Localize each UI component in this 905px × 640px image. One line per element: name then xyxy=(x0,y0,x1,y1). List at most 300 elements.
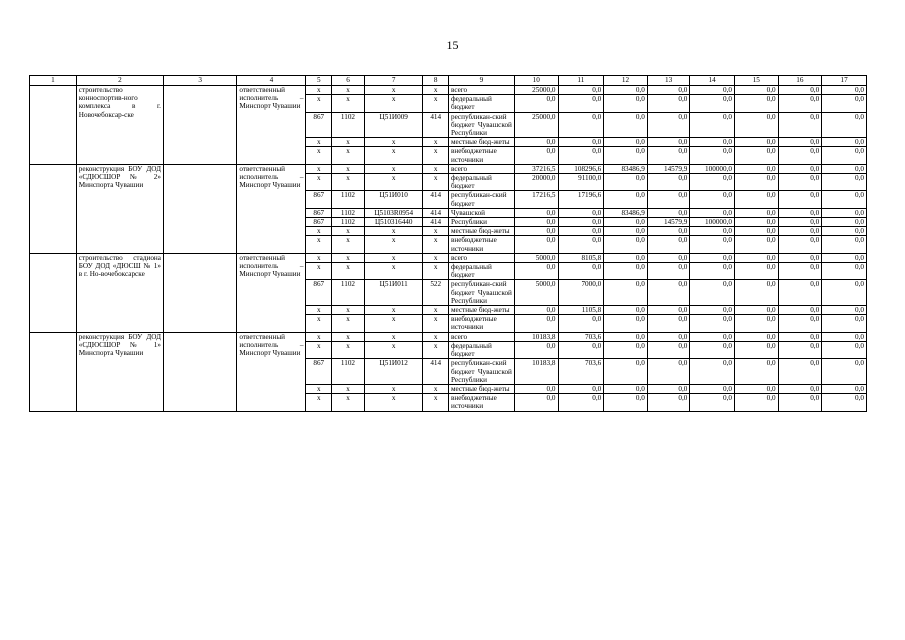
grbs-code: х xyxy=(306,236,332,253)
value-cell: 0,0 xyxy=(822,280,867,306)
value-cell: 0,0 xyxy=(822,253,867,262)
value-cell: 0,0 xyxy=(778,306,822,315)
grbs-code: х xyxy=(306,174,332,191)
value-cell: 0,0 xyxy=(735,306,779,315)
value-cell: 0,0 xyxy=(778,164,822,173)
header-cell: 3 xyxy=(163,76,236,86)
value-cell: 0,0 xyxy=(647,227,690,236)
grbs-code: х xyxy=(306,86,332,95)
funding-source: Республики xyxy=(448,218,514,227)
value-cell: 0,0 xyxy=(647,86,690,95)
value-cell: 0,0 xyxy=(822,227,867,236)
value-cell: 0,0 xyxy=(778,384,822,393)
value-cell: 0,0 xyxy=(604,332,648,341)
value-cell: 0,0 xyxy=(735,218,779,227)
value-cell: 17196,6 xyxy=(558,191,604,208)
value-cell: 0,0 xyxy=(514,236,558,253)
value-cell: 0,0 xyxy=(558,227,604,236)
section-code: х xyxy=(332,315,365,332)
value-cell: 0,0 xyxy=(735,332,779,341)
value-cell: 0,0 xyxy=(778,218,822,227)
section-code: х xyxy=(332,263,365,280)
page-number: 15 xyxy=(446,38,459,52)
object-name: строительство стадиона БОУ ДОД «ДЮСШ № 1» в г. Но-вочебоксарске xyxy=(76,253,163,332)
target-article-code: х xyxy=(364,138,422,147)
value-cell: 0,0 xyxy=(778,280,822,306)
value-cell: 0,0 xyxy=(690,112,735,138)
value-cell: 0,0 xyxy=(690,359,735,385)
expense-type-code: х xyxy=(423,253,449,262)
funding-source: местные бюд-жеты xyxy=(448,384,514,393)
expense-type-code: х xyxy=(423,394,449,411)
grbs-code: 867 xyxy=(306,112,332,138)
header-cell: 15 xyxy=(735,76,779,86)
value-cell: 0,0 xyxy=(647,138,690,147)
section-code: х xyxy=(332,147,365,164)
value-cell: 0,0 xyxy=(778,227,822,236)
value-cell: 0,0 xyxy=(514,263,558,280)
value-cell: 0,0 xyxy=(514,208,558,217)
section-code: х xyxy=(332,341,365,358)
value-cell: 0,0 xyxy=(558,95,604,112)
value-cell: 0,0 xyxy=(604,227,648,236)
value-cell: 0,0 xyxy=(558,315,604,332)
value-cell: 0,0 xyxy=(735,147,779,164)
grbs-code: х xyxy=(306,341,332,358)
value-cell: 0,0 xyxy=(604,86,648,95)
header-row xyxy=(30,76,867,86)
expense-type-code: 414 xyxy=(423,191,449,208)
value-cell: 0,0 xyxy=(647,112,690,138)
value-cell: 0,0 xyxy=(514,306,558,315)
expense-type-code: х xyxy=(423,236,449,253)
value-cell: 10183,8 xyxy=(514,332,558,341)
responsible-executor: ответственный исполнитель – Минспорт Чувашии xyxy=(237,253,306,332)
expense-type-code: х xyxy=(423,227,449,236)
funding-source: федеральный бюджет xyxy=(448,341,514,358)
target-article-code: х xyxy=(364,95,422,112)
grbs-code: 867 xyxy=(306,280,332,306)
section-code: х xyxy=(332,138,365,147)
object-name: реконструкция БОУ ДОД «СДЮСШОР № 2» Минспорта Чувашии xyxy=(76,164,163,253)
value-cell: 0,0 xyxy=(558,236,604,253)
value-cell: 0,0 xyxy=(735,359,779,385)
value-cell: 0,0 xyxy=(735,384,779,393)
funding-source: федеральный бюджет xyxy=(448,263,514,280)
value-cell: 0,0 xyxy=(604,394,648,411)
value-cell: 0,0 xyxy=(778,236,822,253)
value-cell: 0,0 xyxy=(822,394,867,411)
expense-type-code: 414 xyxy=(423,208,449,217)
header-cell: 17 xyxy=(822,76,867,86)
value-cell: 0,0 xyxy=(778,208,822,217)
value-cell: 0,0 xyxy=(690,280,735,306)
value-cell: 0,0 xyxy=(822,384,867,393)
value-cell: 0,0 xyxy=(735,394,779,411)
value-cell: 0,0 xyxy=(558,384,604,393)
header-cell: 7 xyxy=(364,76,422,86)
value-cell: 91100,0 xyxy=(558,174,604,191)
value-cell: 8105,8 xyxy=(558,253,604,262)
section-code: х xyxy=(332,306,365,315)
expense-type-code: 414 xyxy=(423,218,449,227)
value-cell: 0,0 xyxy=(690,95,735,112)
value-cell: 0,0 xyxy=(735,138,779,147)
funding-source: внебюджетные источники xyxy=(448,315,514,332)
empty-cell xyxy=(163,86,236,165)
value-cell: 0,0 xyxy=(735,95,779,112)
expense-type-code: х xyxy=(423,86,449,95)
empty-cell xyxy=(30,164,77,253)
value-cell: 0,0 xyxy=(778,174,822,191)
value-cell: 0,0 xyxy=(735,112,779,138)
value-cell: 0,0 xyxy=(690,384,735,393)
empty-cell xyxy=(30,332,77,411)
value-cell: 0,0 xyxy=(514,147,558,164)
empty-cell xyxy=(163,332,236,411)
value-cell: 0,0 xyxy=(735,227,779,236)
value-cell: 0,0 xyxy=(604,147,648,164)
value-cell: 0,0 xyxy=(604,359,648,385)
target-article-code: х xyxy=(364,236,422,253)
value-cell: 0,0 xyxy=(735,208,779,217)
table-body xyxy=(30,76,867,412)
section-code: х xyxy=(332,95,365,112)
value-cell: 0,0 xyxy=(778,394,822,411)
value-cell: 0,0 xyxy=(822,86,867,95)
target-article-code: х xyxy=(364,263,422,280)
header-cell: 4 xyxy=(237,76,306,86)
grbs-code: х xyxy=(306,384,332,393)
value-cell: 0,0 xyxy=(690,306,735,315)
value-cell: 0,0 xyxy=(690,191,735,208)
target-article-code: х xyxy=(364,174,422,191)
value-cell: 0,0 xyxy=(604,315,648,332)
value-cell: 0,0 xyxy=(647,191,690,208)
value-cell: 25000,0 xyxy=(514,86,558,95)
value-cell: 0,0 xyxy=(822,112,867,138)
value-cell: 0,0 xyxy=(558,138,604,147)
grbs-code: х xyxy=(306,332,332,341)
target-article-code: х xyxy=(364,86,422,95)
table-row xyxy=(30,164,867,173)
value-cell: 0,0 xyxy=(514,138,558,147)
section-code: х xyxy=(332,227,365,236)
target-article-code: х xyxy=(364,384,422,393)
target-article-code: Ц5103R0954 xyxy=(364,208,422,217)
value-cell: 0,0 xyxy=(604,95,648,112)
header-cell: 12 xyxy=(604,76,648,86)
target-article-code: х xyxy=(364,341,422,358)
value-cell: 703,6 xyxy=(558,359,604,385)
value-cell: 0,0 xyxy=(690,315,735,332)
value-cell: 0,0 xyxy=(558,341,604,358)
grbs-code: 867 xyxy=(306,208,332,217)
header-cell: 1 xyxy=(30,76,77,86)
expense-type-code: 522 xyxy=(423,280,449,306)
value-cell: 0,0 xyxy=(514,394,558,411)
value-cell: 0,0 xyxy=(558,208,604,217)
value-cell: 0,0 xyxy=(604,112,648,138)
value-cell: 0,0 xyxy=(647,332,690,341)
table-row xyxy=(30,332,867,341)
value-cell: 0,0 xyxy=(514,384,558,393)
value-cell: 0,0 xyxy=(690,341,735,358)
expense-type-code: х xyxy=(423,95,449,112)
target-article-code: Ц51И010 xyxy=(364,191,422,208)
funding-source: внебюджетные источники xyxy=(448,236,514,253)
section-code: 1102 xyxy=(332,191,365,208)
value-cell: 0,0 xyxy=(735,263,779,280)
grbs-code: х xyxy=(306,253,332,262)
value-cell: 0,0 xyxy=(604,341,648,358)
grbs-code: х xyxy=(306,147,332,164)
target-article-code: х xyxy=(364,227,422,236)
value-cell: 0,0 xyxy=(647,341,690,358)
target-article-code: Ц51И012 xyxy=(364,359,422,385)
value-cell: 0,0 xyxy=(647,208,690,217)
value-cell: 0,0 xyxy=(778,138,822,147)
section-code: х xyxy=(332,164,365,173)
value-cell: 0,0 xyxy=(735,253,779,262)
value-cell: 0,0 xyxy=(514,227,558,236)
value-cell: 0,0 xyxy=(822,332,867,341)
value-cell: 0,0 xyxy=(822,218,867,227)
header-cell: 10 xyxy=(514,76,558,86)
funding-source: республикан-ский бюджет Чувашской Республики xyxy=(448,359,514,385)
section-code: х xyxy=(332,332,365,341)
header-cell: 8 xyxy=(423,76,449,86)
value-cell: 0,0 xyxy=(735,174,779,191)
section-code: х xyxy=(332,236,365,253)
value-cell: 0,0 xyxy=(778,147,822,164)
expense-type-code: х xyxy=(423,138,449,147)
value-cell: 0,0 xyxy=(647,394,690,411)
funding-source: республикан-ский бюджет Чувашской Республики xyxy=(448,112,514,138)
value-cell: 5000,0 xyxy=(514,280,558,306)
value-cell: 0,0 xyxy=(604,218,648,227)
section-code: х xyxy=(332,384,365,393)
section-code: 1102 xyxy=(332,112,365,138)
header-cell: 16 xyxy=(778,76,822,86)
value-cell: 0,0 xyxy=(604,263,648,280)
value-cell: 0,0 xyxy=(822,191,867,208)
value-cell: 100000,0 xyxy=(690,164,735,173)
value-cell: 108296,6 xyxy=(558,164,604,173)
value-cell: 0,0 xyxy=(604,191,648,208)
value-cell: 0,0 xyxy=(647,147,690,164)
value-cell: 0,0 xyxy=(822,147,867,164)
header-cell: 6 xyxy=(332,76,365,86)
value-cell: 0,0 xyxy=(778,359,822,385)
value-cell: 0,0 xyxy=(778,253,822,262)
responsible-executor: ответственный исполнитель – Минспорт Чувашии xyxy=(237,164,306,253)
value-cell: 0,0 xyxy=(778,86,822,95)
value-cell: 0,0 xyxy=(647,174,690,191)
value-cell: 0,0 xyxy=(778,263,822,280)
section-code: 1102 xyxy=(332,218,365,227)
funding-source: всего xyxy=(448,164,514,173)
value-cell: 1105,8 xyxy=(558,306,604,315)
value-cell: 0,0 xyxy=(558,147,604,164)
expense-type-code: х xyxy=(423,306,449,315)
value-cell: 14579,9 xyxy=(647,164,690,173)
expense-type-code: 414 xyxy=(423,112,449,138)
header-cell: 13 xyxy=(647,76,690,86)
value-cell: 0,0 xyxy=(647,253,690,262)
value-cell: 0,0 xyxy=(690,227,735,236)
value-cell: 0,0 xyxy=(690,253,735,262)
value-cell: 0,0 xyxy=(604,138,648,147)
value-cell: 17216,5 xyxy=(514,191,558,208)
grbs-code: 867 xyxy=(306,191,332,208)
value-cell: 0,0 xyxy=(647,359,690,385)
value-cell: 0,0 xyxy=(514,341,558,358)
grbs-code: х xyxy=(306,306,332,315)
value-cell: 0,0 xyxy=(690,138,735,147)
section-code: 1102 xyxy=(332,280,365,306)
value-cell: 0,0 xyxy=(558,112,604,138)
target-article-code: х xyxy=(364,315,422,332)
value-cell: 25000,0 xyxy=(514,112,558,138)
value-cell: 0,0 xyxy=(690,263,735,280)
section-code: х xyxy=(332,86,365,95)
expense-type-code: х xyxy=(423,147,449,164)
empty-cell xyxy=(30,86,77,165)
value-cell: 0,0 xyxy=(735,236,779,253)
value-cell: 0,0 xyxy=(647,306,690,315)
value-cell: 0,0 xyxy=(690,236,735,253)
value-cell: 0,0 xyxy=(647,95,690,112)
value-cell: 0,0 xyxy=(690,332,735,341)
expense-type-code: х xyxy=(423,384,449,393)
header-cell: 14 xyxy=(690,76,735,86)
grbs-code: х xyxy=(306,95,332,112)
value-cell: 20000,0 xyxy=(514,174,558,191)
value-cell: 0,0 xyxy=(604,253,648,262)
value-cell: 83486,9 xyxy=(604,208,648,217)
value-cell: 0,0 xyxy=(690,86,735,95)
target-article-code: х xyxy=(364,253,422,262)
value-cell: 0,0 xyxy=(822,236,867,253)
value-cell: 10183,8 xyxy=(514,359,558,385)
target-article-code: х xyxy=(364,306,422,315)
value-cell: 0,0 xyxy=(822,263,867,280)
funding-source: всего xyxy=(448,332,514,341)
header-cell: 11 xyxy=(558,76,604,86)
header-cell: 5 xyxy=(306,76,332,86)
value-cell: 0,0 xyxy=(822,138,867,147)
section-code: 1102 xyxy=(332,359,365,385)
value-cell: 0,0 xyxy=(778,191,822,208)
value-cell: 0,0 xyxy=(690,394,735,411)
header-cell: 9 xyxy=(448,76,514,86)
funding-source: местные бюд-жеты xyxy=(448,138,514,147)
target-article-code: х xyxy=(364,147,422,164)
value-cell: 0,0 xyxy=(822,164,867,173)
value-cell: 0,0 xyxy=(735,86,779,95)
funding-source: федеральный бюджет xyxy=(448,174,514,191)
value-cell: 0,0 xyxy=(822,341,867,358)
responsible-executor: ответственный исполнитель – Минспорт Чувашии xyxy=(237,332,306,411)
table-row xyxy=(30,86,867,95)
value-cell: 0,0 xyxy=(647,263,690,280)
value-cell: 0,0 xyxy=(735,315,779,332)
value-cell: 0,0 xyxy=(604,306,648,315)
value-cell: 0,0 xyxy=(514,95,558,112)
value-cell: 0,0 xyxy=(778,112,822,138)
value-cell: 0,0 xyxy=(822,306,867,315)
value-cell: 0,0 xyxy=(604,280,648,306)
value-cell: 0,0 xyxy=(822,315,867,332)
funding-source: федеральный бюджет xyxy=(448,95,514,112)
value-cell: 0,0 xyxy=(514,315,558,332)
value-cell: 0,0 xyxy=(690,208,735,217)
section-code: 1102 xyxy=(332,208,365,217)
target-article-code: Ц510316440 xyxy=(364,218,422,227)
grbs-code: х xyxy=(306,315,332,332)
grbs-code: х xyxy=(306,263,332,280)
value-cell: 0,0 xyxy=(647,236,690,253)
funding-source: внебюджетные источники xyxy=(448,147,514,164)
empty-cell xyxy=(163,253,236,332)
empty-cell xyxy=(30,253,77,332)
expense-type-code: х xyxy=(423,263,449,280)
grbs-code: х xyxy=(306,164,332,173)
value-cell: 0,0 xyxy=(735,341,779,358)
funding-source: местные бюд-жеты xyxy=(448,306,514,315)
funding-source: местные бюд-жеты xyxy=(448,227,514,236)
table-row xyxy=(30,253,867,262)
grbs-code: х xyxy=(306,227,332,236)
value-cell: 0,0 xyxy=(558,86,604,95)
section-code: х xyxy=(332,253,365,262)
object-name: реконструкция БОУ ДОД «СДЮСШОР № 1» Минспорта Чувашии xyxy=(76,332,163,411)
funding-source: республикан-ский бюджет Чувашской Республики xyxy=(448,280,514,306)
target-article-code: х xyxy=(364,332,422,341)
expense-type-code: х xyxy=(423,341,449,358)
target-article-code: Ц51И011 xyxy=(364,280,422,306)
value-cell: 5000,0 xyxy=(514,253,558,262)
header-cell: 2 xyxy=(76,76,163,86)
value-cell: 0,0 xyxy=(822,359,867,385)
value-cell: 0,0 xyxy=(604,236,648,253)
value-cell: 0,0 xyxy=(822,174,867,191)
expense-type-code: 414 xyxy=(423,359,449,385)
value-cell: 0,0 xyxy=(778,341,822,358)
value-cell: 0,0 xyxy=(778,315,822,332)
section-code: х xyxy=(332,394,365,411)
funding-source: внебюджетные источники xyxy=(448,394,514,411)
target-article-code: Ц51И009 xyxy=(364,112,422,138)
empty-cell xyxy=(163,164,236,253)
value-cell: 0,0 xyxy=(822,95,867,112)
value-cell: 0,0 xyxy=(604,174,648,191)
expense-type-code: х xyxy=(423,174,449,191)
grbs-code: 867 xyxy=(306,359,332,385)
value-cell: 0,0 xyxy=(735,280,779,306)
responsible-executor: ответственный исполнитель – Минспорт Чувашии xyxy=(237,86,306,165)
value-cell: 0,0 xyxy=(690,147,735,164)
value-cell: 0,0 xyxy=(735,191,779,208)
expense-type-code: х xyxy=(423,332,449,341)
value-cell: 0,0 xyxy=(735,164,779,173)
grbs-code: х xyxy=(306,138,332,147)
funding-source: республикан-ский бюджет xyxy=(448,191,514,208)
expense-type-code: х xyxy=(423,164,449,173)
target-article-code: х xyxy=(364,394,422,411)
value-cell: 0,0 xyxy=(778,332,822,341)
